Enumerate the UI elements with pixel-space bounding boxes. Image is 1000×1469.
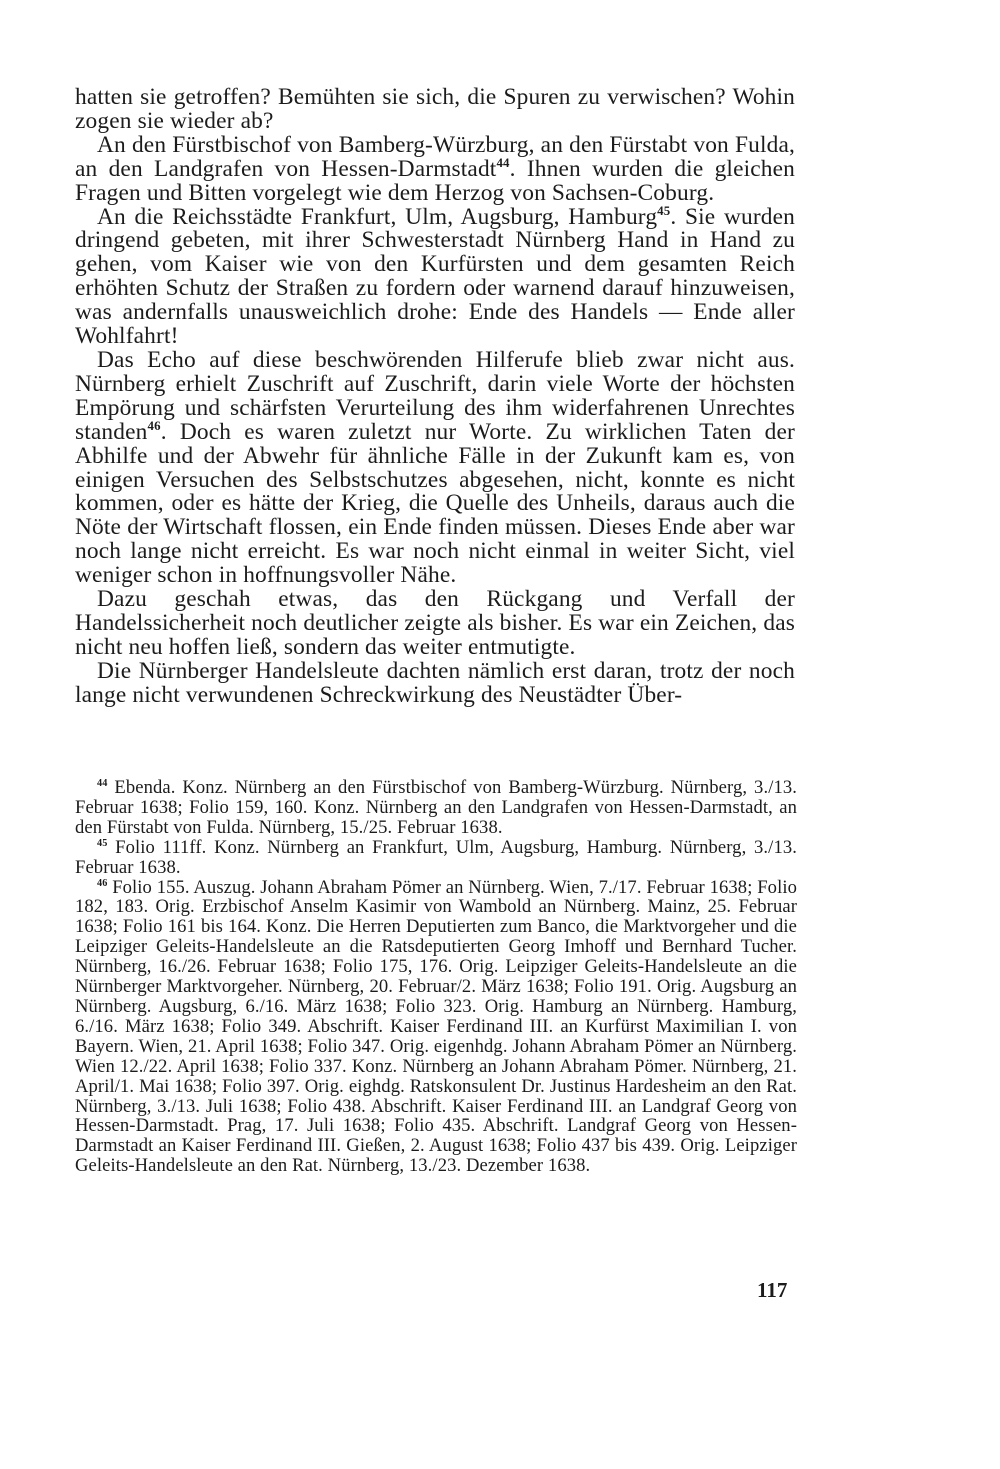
footnote [75,778,797,838]
footnotes [75,778,797,1176]
paragraph-text: . Ihnen wurden die gleichen Fragen und Bitten vorgelegt wie dem Herzog von Sachsen-Coburg. [75,155,795,206]
footnote-reference[interactable]: 46 [147,418,161,433]
paragraph-text: Dazu geschah etwas, das den Rückgang und Verfall der Handelssicherheit noch deutlicher zeigte als bisher. Es war ein Zeichen, das nicht neu hoffen ließ, sondern das weiter entmutigte. [75,586,795,660]
footnote-reference[interactable]: 44 [496,155,510,170]
footnote-number: 45 [97,837,108,849]
paragraph-text: . Doch es waren zuletzt nur Worte. Zu wirklichen Taten der Abhilfe und der Abwehr für ähnliche Fälle in der Zukunft kam es, von einigen Versuchen des Selbstschutzes abgesehen, nicht, konnte es nicht kommen, oder es hätte der Krieg, die Quelle des Unheils, daraus auch die Nöte der Wirtschaft flossen, ein Ende finden müssen. Dieses Ende aber war noch lange nicht erreicht. Es war noch nicht einmal in weiter Sicht, viel weniger schon in hoffnungsvoller Nähe. [75,418,795,589]
footnote-text: Ebenda. Konz. Nürnberg an den Fürstbischof von Bamberg-Würzburg. Nürnberg, 3./13. Februar 1638; Folio 159, 160. Konz. Nürnberg an den Landgrafen von Hessen-Darmstadt, an den Fürstabt von Fulda. Nürnberg, 15./25. Februar 1638. [75,777,797,838]
paragraph-text: . Sie wurden dringend gebeten, mit ihrer Schwesterstadt Nürnberg Hand in Hand zu gehen, vom Kaiser wie von den Kurfürsten und dem gesamten Reich erhöhten Schutz der Straßen zu fordern oder warnend darauf hinzuweisen, was andernfalls unausweichlich drohe: Ende des Handels — Ende aller Wohlfahrt! [75,203,795,350]
main-text [75,86,795,708]
footnote-number: 44 [97,777,108,789]
paragraph [75,203,795,350]
paragraph [75,588,795,660]
paragraph [75,346,795,589]
paragraph [75,86,795,134]
paragraph-text: hatten sie getroffen? Bemühten sie sich, die Spuren zu verwischen? Wohin zogen sie wieder ab? [75,84,795,134]
footnote [75,878,797,1177]
paragraph [75,657,795,708]
paragraph [75,131,795,206]
paragraph-text: Das Echo auf diese beschwörenden Hilferufe blieb zwar nicht aus. Nürnberg erhielt Zuschrift auf Zuschrift, darin viele Worte der höchsten Empörung und schärfsten Verurteilung des ihm widerfahrenen Unrechtes standen [75,346,795,445]
page-number: 117 [757,1278,788,1302]
footnote [75,838,797,878]
footnote-reference[interactable]: 45 [657,203,671,218]
paragraph-text: An die Reichsstädte Frankfurt, Ulm, Augsburg, Hamburg [97,203,658,230]
footnote-text: Folio 111ff. Konz. Nürnberg an Frankfurt, Ulm, Augsburg, Hamburg. Nürnberg, 3./13. Februar 1638. [75,836,797,878]
footnote-text: Folio 155. Auszug. Johann Abraham Pömer an Nürnberg. Wien, 7./17. Februar 1638; Folio 182, 183. Orig. Erzbischof Anselm Kasimir von Wambold an Nürnberg. Mainz, 25. Februar 1638; Folio 161 bis 164. Konz. Die Herren Deputierten zum Banco, die Marktvorgeher und die Leipziger Geleits-Handelsleute an die Ratsdeputierten Georg Imhoff und Bernhard Tucher. Nürnberg, 16./26. Februar 1638; Folio 175, 176. Orig. Leipziger Geleits-Handelsleute an die Nürnberger Marktvorgeher. Nürnberg, 20. Februar/2. März 1638; Folio 191. Orig. Augsburg an Nürnberg. Augsburg, 6./16. März 1638; Folio 323. Orig. Hamburg an Nürnberg. Hamburg, 6./16. März 1638; Folio 349. Abschrift. Kaiser Ferdinand III. an Kurfürst Maximilian I. von Bayern. Wien, 21. April 1638; Folio 347. Orig. eigenhdg. Johann Abraham Pömer an Nürnberg. Wien 12./22. April 1638; Folio 337. Konz. Nürnberg an Johann Abraham Pömer. Nürnberg, 21. April/1. Mai 1638; Folio 397. Orig. eighdg. Ratskonsulent Dr. Justinus Hardesheim an den Rat. Nürnberg, 3./13. Juli 1638; Folio 438. Abschrift. Kaiser Ferdinand III. an Landgraf Georg von Hessen-Darmstadt. Prag, 17. Juli 1638; Folio 435. Abschrift. Landgraf Georg von Hessen-Darmstadt an Kaiser Ferdinand III. Gießen, 2. August 1638; Folio 437 bis 439. Orig. Leipziger Geleits-Handelsleute an den Rat. Nürnberg, 13./23. Dezember 1638. [75,876,797,1177]
paragraph-text: Die Nürnberger Handelsleute dachten nämlich erst daran, trotz der noch lange nicht verwundenen Schreckwirkung des Neustädter Über- [75,657,795,708]
paragraph-text: An den Fürstbischof von Bamberg-Würzburg, an den Fürstabt von Fulda, an den Landgrafen von Hessen-Darmstadt [75,131,795,182]
footnote-number: 46 [97,877,108,889]
